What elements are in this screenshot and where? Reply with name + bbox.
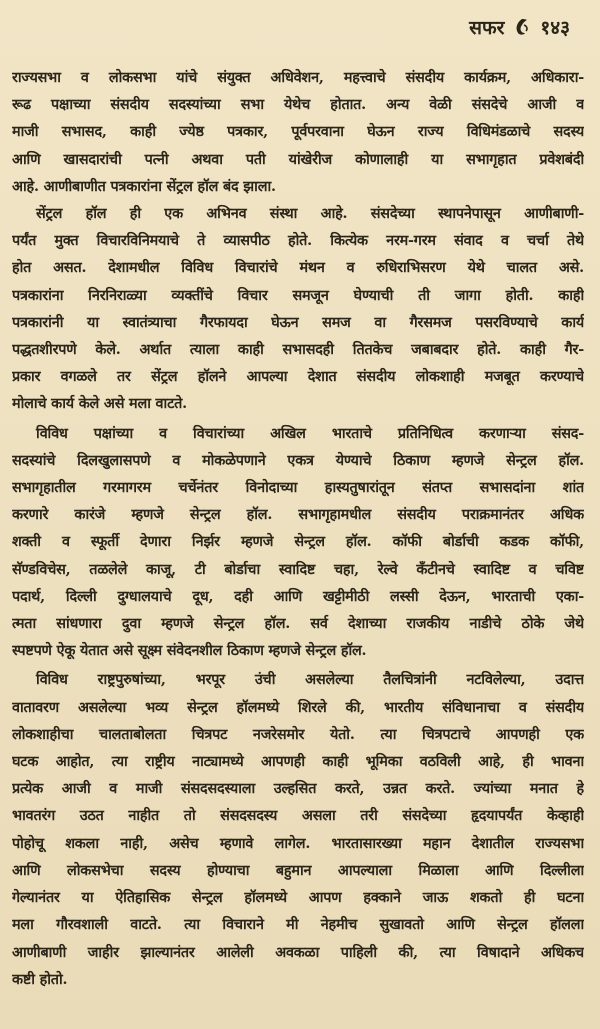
ornament-icon xyxy=(512,17,532,37)
paragraph-2 xyxy=(12,200,584,418)
text-line: विविध पक्षांच्या व विचारांच्या अखिल भारताचे प्रतिनिधित्व करणाऱ्या संसद- xyxy=(36,424,584,442)
text-line: वातावरण असलेल्या भव्य सेन्ट्रल हॉलमध्ये शिरले की, भारतीय संविधानाचा व संसदीय xyxy=(12,698,584,716)
text-line: माजी सभासद, काही ज्येष्ठ पत्रकार, पूर्वपरवाना घेऊन राज्य विधिमंडळाचे सदस्य xyxy=(12,123,584,141)
paragraph-4 xyxy=(12,666,584,992)
text-line: होत असत. देशामधील विविध विचारांचे मंथन व रुधिराभिसरण येथे चालत असे. xyxy=(12,259,584,277)
text-line: कष्टी होतो. xyxy=(12,970,68,988)
text-line: स्पष्टपणे ऐकू येतात असे सूक्ष्म संवेदनशील ठिकाण म्हणजे सेन्ट्रल हॉल. xyxy=(12,642,367,660)
text-line: पत्रकारांनी या स्वातंत्र्याचा गैरफायदा घेऊन समज वा गैरसमज पसरविण्याचे कार्य xyxy=(12,313,584,331)
text-line: त्मता सांधणारा दुवा म्हणजे सेन्ट्रल हॉल. सर्व देशाच्या राजकीय नाडीचे ठोके जेथे xyxy=(12,615,584,633)
text-line: सेंट्रल हॉल ही एक अभिनव संस्था आहे. संसदेच्या स्थापनेपासून आणीबाणी- xyxy=(36,205,584,223)
text-line: आणि खासदारांची पत्नी अथवा पती यांखेरीज कोणालाही या सभागृहात प्रवेशबंदी xyxy=(12,150,584,168)
text-line: मला गौरवशाली वाटते. त्या विचाराने मी नेहमीच सुखावतो आणि सेन्ट्रल हॉलला xyxy=(12,916,584,934)
text-line: गेल्यानंतर या ऐतिहासिक सेन्ट्रल हॉलमध्ये आपण हक्काने जाऊ शकतो ही घटना xyxy=(12,889,584,907)
text-line: सभागृहातील गरमागरम चर्चेनंतर विनोदाच्या हास्यतुषारांतून संतप्त सभासदांना शांत xyxy=(12,479,584,497)
text-line: भावतरंग उठत नाहीत तो संसदसदस्य असला तरी संसदेच्या हृदयापर्यंत केव्हाही xyxy=(12,807,584,825)
text-line: राज्यसभा व लोकसभा यांचे संयुक्त अधिवेशन, महत्त्वाचे संसदीय कार्यक्रम, अधिकारा- xyxy=(12,69,584,86)
text-line: रूढ पक्षाच्या संसदीय सदस्यांच्या सभा येथेच होतात. अन्य वेळी संसदेचे आजी व xyxy=(12,96,584,114)
text-line: मोलाचे कार्य केले असे मला वाटते. xyxy=(12,395,187,413)
text-line: सदस्यांचे दिलखुलासपणे व मोकळेपणाने एकत्र येण्याचे ठिकाण म्हणजे सेन्ट्रल हॉल. xyxy=(12,451,584,469)
text-line: लोकशाहीचा चालताबोलता चित्रपट नजरेसमोर येतो. त्या चित्रपटाचे आपणही एक xyxy=(12,725,584,743)
page-body xyxy=(12,64,584,993)
text-line: शक्ती व स्फूर्ती देणारा निर्झर म्हणजे सेन्ट्रल हॉल. कॉफी बोर्डाची कडक कॉफी, xyxy=(12,533,584,551)
text-line: पद्धतशीरपणे केले. अर्थात त्याला काही सभासदही तितकेच जबाबदार होते. काही गैर- xyxy=(12,341,584,359)
text-line: पर्यंत मुक्त विचारविनिमयाचे ते व्यासपीठ होते. कित्येक नरम-गरम संवाद व चर्चा तेथे xyxy=(12,232,584,250)
text-line: प्रत्येक आजी व माजी संसदसदस्याला उल्हसित करते, उन्नत करते. ज्यांच्या मनात हे xyxy=(12,780,584,798)
page-number: १४३ xyxy=(540,17,570,39)
text-line: प्रकार वगळले तर सेंट्रल हॉलने आपल्या देशात संसदीय लोकशाही मजबूत करण्याचे xyxy=(12,368,584,386)
text-line: आणि लोकसभेचा सदस्य होण्याचा बहुमान आपल्याला मिळाला आणि दिल्लीला xyxy=(12,861,584,879)
text-line: सॅण्डविचेस, तळलेले काजू, टी बोर्डाचा स्वादिष्ट चहा, रेल्वे कँटीनचे स्वादिष्ट व चविष्ट xyxy=(12,560,584,578)
paragraph-3 xyxy=(12,420,584,665)
text-line: आणीबाणी जाहीर झाल्यानंतर आलेली अवकळा पाहिली की, त्या विषादाने अधिकच xyxy=(12,943,584,961)
text-line: पत्रकारांना निरनिराळ्या व्यक्तींचे विचार समजून घेण्याची ती जागा होती. काही xyxy=(12,286,584,304)
text-line: आहे. आणीबाणीत पत्रकारांना सेंट्रल हॉल बंद झाला. xyxy=(12,177,276,195)
text-line: घटक आहोत, त्या राष्ट्रीय नाट्यामध्ये आपणही काही भूमिका वठविली आहे, ही भावना xyxy=(12,753,584,771)
text-line: पोहोचू शकला नाही, असेच म्हणावे लागेल. भारतासारख्या महान देशातील राज्यसभा xyxy=(12,834,584,852)
paragraph-1 xyxy=(12,64,584,200)
text-line: विविध राष्ट्रपुरुषांच्या, भरपूर उंची असलेल्या तैलचित्रांनी नटविलेल्या, उदात्त xyxy=(36,671,584,689)
text-line: पदार्थ, दिल्ली दुग्धालयाचे दूध, दही आणि खट्टीमीठी लस्सी देऊन, भारताची एका- xyxy=(12,587,584,605)
running-title: सफर xyxy=(469,17,505,39)
text-line: करणारे कारंजे म्हणजे सेन्ट्रल हॉल. सभागृहामधील संसदीय पराक्रमानंतर अधिक xyxy=(12,506,584,524)
page-header xyxy=(469,14,570,40)
